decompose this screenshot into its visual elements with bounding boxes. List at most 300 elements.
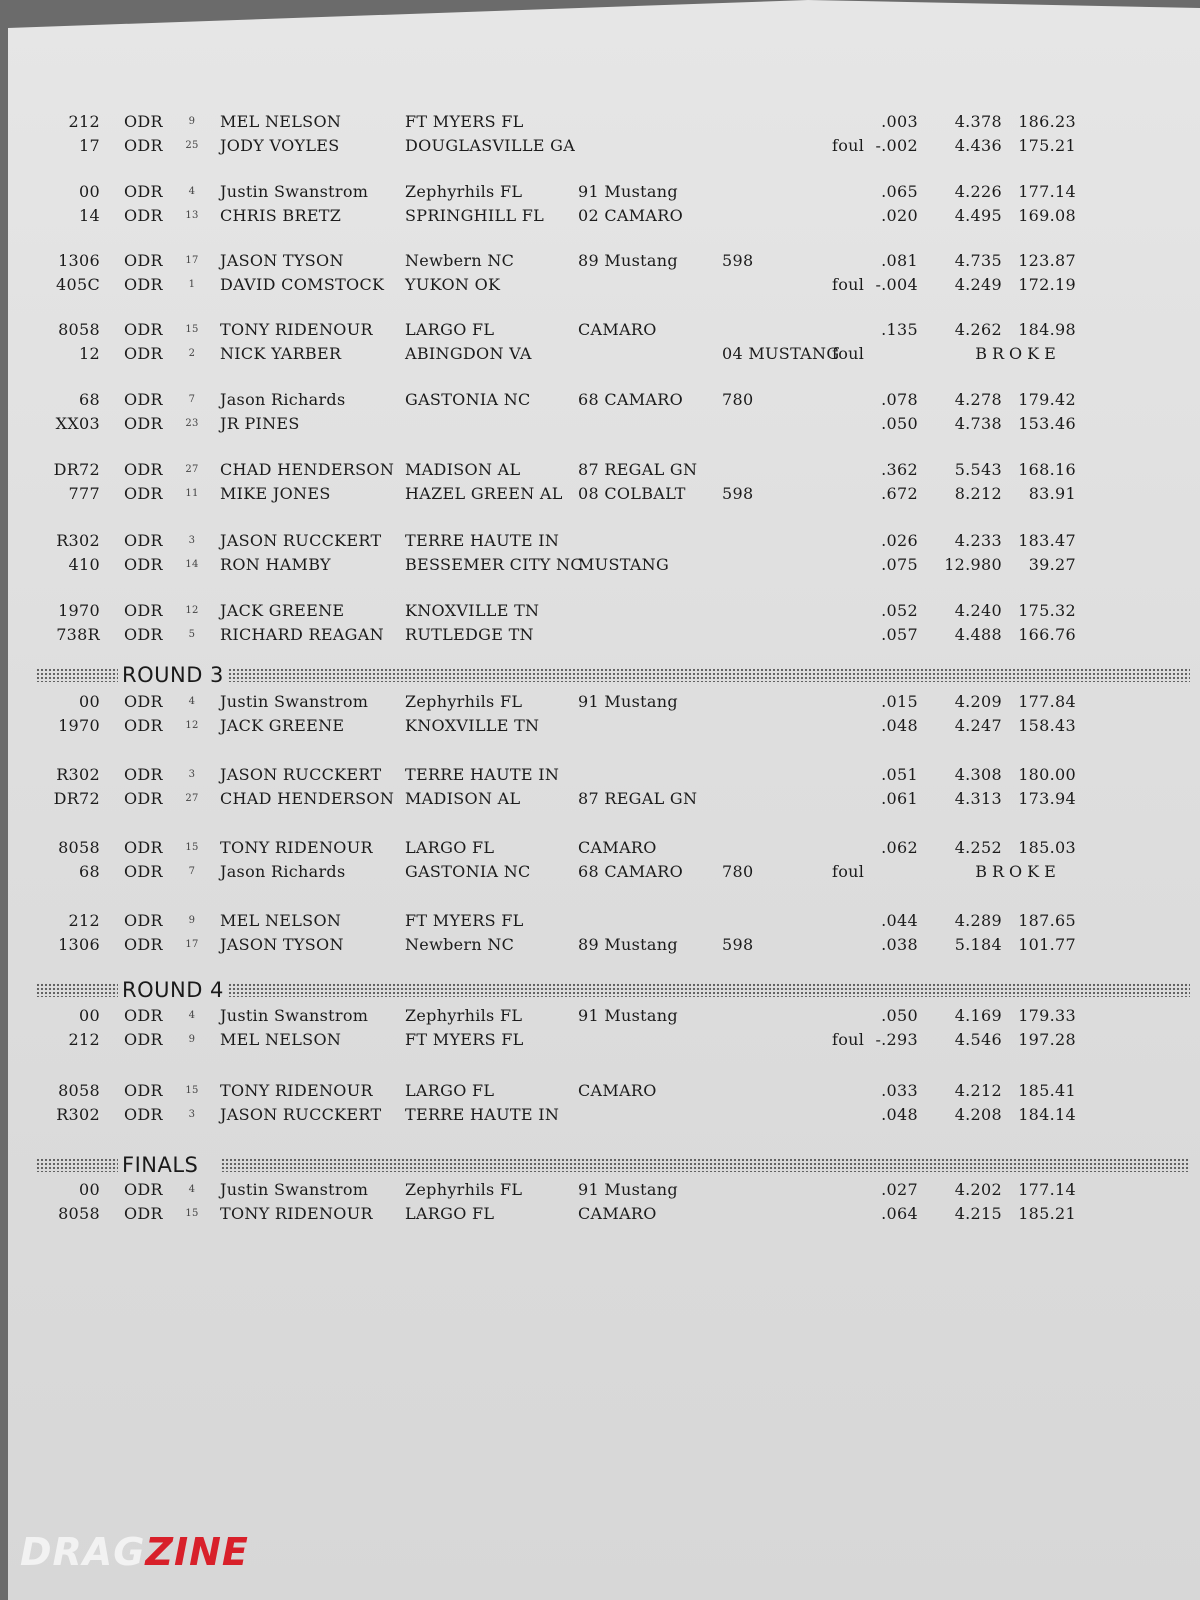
heat-pair [0, 388, 1200, 438]
reaction-time: .050 [881, 414, 918, 433]
class-label: ODR [124, 692, 163, 711]
class-label: ODR [124, 1006, 163, 1025]
class-label: ODR [124, 1204, 163, 1223]
reaction-time: .062 [881, 838, 918, 857]
car-number: DR72 [53, 789, 100, 808]
heat-pair [0, 599, 1200, 649]
qualifying-position: 15 [185, 324, 199, 335]
elapsed-time: 4.247 [954, 716, 1002, 735]
speed-mph: 175.32 [1018, 601, 1076, 620]
hometown: Zephyrhils FL [405, 182, 523, 201]
class-label: ODR [124, 1180, 163, 1199]
car-number: 1306 [58, 251, 100, 270]
speed-mph: 39.27 [1028, 555, 1076, 574]
dotted-rule [36, 1158, 118, 1172]
class-label: ODR [124, 414, 163, 433]
class-label: ODR [124, 484, 163, 503]
driver-name: MEL NELSON [220, 1030, 342, 1049]
speed-mph: 158.43 [1018, 716, 1076, 735]
hometown: GASTONIA NC [405, 862, 531, 881]
car-model: CAMARO [578, 1081, 657, 1100]
car-number: R302 [56, 1105, 100, 1124]
reaction-time: .672 [881, 484, 918, 503]
result-row [0, 342, 1200, 366]
qualifying-position: 14 [185, 559, 199, 570]
qualifying-position: 4 [188, 1184, 196, 1195]
result-row [0, 273, 1200, 297]
speed-mph: 175.21 [1018, 136, 1076, 155]
car-number: 00 [79, 182, 100, 201]
hometown: FT MYERS FL [405, 112, 524, 131]
result-row [0, 458, 1200, 482]
result-row [0, 1079, 1200, 1103]
hometown: MADISON AL [405, 460, 521, 479]
elapsed-time: 4.313 [954, 789, 1002, 808]
reaction-time: -.293 [875, 1030, 918, 1049]
qualifying-position: 13 [185, 210, 199, 221]
hometown: MADISON AL [405, 789, 521, 808]
round-header [36, 1152, 1190, 1178]
driver-name: NICK YARBER [220, 344, 342, 363]
qualifying-position: 15 [185, 1085, 199, 1096]
result-row [0, 933, 1200, 957]
speed-mph: 183.47 [1018, 531, 1076, 550]
engine: 04 MUSTANG [722, 344, 840, 363]
class-label: ODR [124, 838, 163, 857]
qualifying-position: 4 [188, 186, 196, 197]
car-number: 00 [79, 1006, 100, 1025]
hometown: LARGO FL [405, 320, 495, 339]
elapsed-time: 4.202 [954, 1180, 1002, 1199]
hometown: RUTLEDGE TN [405, 625, 534, 644]
hometown: ABINGDON VA [405, 344, 532, 363]
qualifying-position: 3 [188, 535, 196, 546]
car-number: 14 [79, 206, 100, 225]
speed-mph: 177.14 [1018, 1180, 1076, 1199]
car-model: 02 CAMARO [578, 206, 684, 225]
class-label: ODR [124, 320, 163, 339]
heat-pair [0, 909, 1200, 959]
speed-mph: 184.14 [1018, 1105, 1076, 1124]
engine: 598 [722, 935, 754, 954]
elapsed-time: 4.169 [954, 1006, 1002, 1025]
hometown: FT MYERS FL [405, 1030, 524, 1049]
driver-name: JASON TYSON [220, 935, 344, 954]
driver-name: Jason Richards [220, 390, 346, 409]
round-title: ROUND 3 [122, 663, 224, 687]
driver-name: JACK GREENE [220, 716, 345, 735]
driver-name: TONY RIDENOUR [220, 1204, 373, 1223]
speed-mph: 185.21 [1018, 1204, 1076, 1223]
driver-name: Justin Swanstrom [220, 1006, 369, 1025]
car-model: 08 COLBALT [578, 484, 686, 503]
reaction-time: .078 [881, 390, 918, 409]
heat-pair [0, 1178, 1200, 1228]
speed-mph: 166.76 [1018, 625, 1076, 644]
result-row [0, 388, 1200, 412]
class-label: ODR [124, 765, 163, 784]
driver-name: JASON TYSON [220, 251, 344, 270]
driver-name: RON HAMBY [220, 555, 331, 574]
qualifying-position: 15 [185, 842, 199, 853]
car-number: 68 [79, 390, 100, 409]
hometown: LARGO FL [405, 838, 495, 857]
speed-mph: 179.42 [1018, 390, 1076, 409]
hometown: Zephyrhils FL [405, 1006, 523, 1025]
reaction-time: .048 [881, 1105, 918, 1124]
result-row [0, 318, 1200, 342]
car-number: DR72 [53, 460, 100, 479]
driver-name: JASON RUCCKERT [220, 1105, 382, 1124]
speed-mph: 172.19 [1018, 275, 1076, 294]
result-row [0, 412, 1200, 436]
result-row [0, 1028, 1200, 1052]
heat-pair [0, 529, 1200, 579]
car-model: 68 CAMARO [578, 390, 684, 409]
car-model: MUSTANG [578, 555, 670, 574]
class-label: ODR [124, 601, 163, 620]
heat-pair [0, 458, 1200, 508]
speed-mph: 185.41 [1018, 1081, 1076, 1100]
speed-mph: 123.87 [1018, 251, 1076, 270]
elapsed-time: 12.980 [944, 555, 1002, 574]
elapsed-time: 4.738 [954, 414, 1002, 433]
result-row [0, 1178, 1200, 1202]
car-number: 212 [68, 1030, 100, 1049]
driver-name: MEL NELSON [220, 911, 342, 930]
result-row [0, 553, 1200, 577]
driver-name: MEL NELSON [220, 112, 342, 131]
elapsed-time: 4.488 [954, 625, 1002, 644]
heat-pair [0, 1079, 1200, 1129]
elapsed-time: 4.308 [954, 765, 1002, 784]
heat-pair [0, 249, 1200, 299]
driver-name: JODY VOYLES [220, 136, 340, 155]
broke-mark: BROKE [975, 862, 1061, 881]
car-model: 87 REGAL GN [578, 789, 698, 808]
result-row [0, 836, 1200, 860]
car-number: 00 [79, 692, 100, 711]
speed-mph: 168.16 [1018, 460, 1076, 479]
class-label: ODR [124, 206, 163, 225]
class-label: ODR [124, 911, 163, 930]
hometown: GASTONIA NC [405, 390, 531, 409]
elapsed-time: 4.208 [954, 1105, 1002, 1124]
hometown: DOUGLASVILLE GA [405, 136, 576, 155]
result-row [0, 110, 1200, 134]
car-number: 410 [68, 555, 100, 574]
driver-name: Justin Swanstrom [220, 692, 369, 711]
qualifying-position: 2 [188, 348, 196, 359]
reaction-time: -.004 [875, 275, 918, 294]
heat-pair [0, 763, 1200, 813]
heat-pair [0, 110, 1200, 160]
qualifying-position: 4 [188, 696, 196, 707]
speed-mph: 177.84 [1018, 692, 1076, 711]
car-number: 8058 [58, 320, 100, 339]
hometown: KNOXVILLE TN [405, 716, 540, 735]
car-number: 777 [68, 484, 100, 503]
result-row [0, 909, 1200, 933]
result-row [0, 204, 1200, 228]
car-model: 91 Mustang [578, 182, 678, 201]
reaction-time: .027 [881, 1180, 918, 1199]
qualifying-position: 11 [185, 488, 199, 499]
elapsed-time: 4.215 [954, 1204, 1002, 1223]
elapsed-time: 4.735 [954, 251, 1002, 270]
hometown: Newbern NC [405, 935, 515, 954]
heat-pair [0, 318, 1200, 368]
result-row [0, 134, 1200, 158]
elapsed-time: 5.543 [954, 460, 1002, 479]
elapsed-time: 4.495 [954, 206, 1002, 225]
class-label: ODR [124, 112, 163, 131]
reaction-time: .033 [881, 1081, 918, 1100]
reaction-time: .026 [881, 531, 918, 550]
speed-mph: 187.65 [1018, 911, 1076, 930]
class-label: ODR [124, 460, 163, 479]
driver-name: RICHARD REAGAN [220, 625, 384, 644]
class-label: ODR [124, 251, 163, 270]
elapsed-time: 4.233 [954, 531, 1002, 550]
foul-mark: foul [832, 1030, 865, 1049]
driver-name: DAVID COMSTOCK [220, 275, 385, 294]
qualifying-position: 17 [185, 939, 199, 950]
car-number: R302 [56, 531, 100, 550]
car-model: CAMARO [578, 320, 657, 339]
car-model: CAMARO [578, 838, 657, 857]
driver-name: TONY RIDENOUR [220, 320, 373, 339]
elapsed-time: 8.212 [954, 484, 1002, 503]
reaction-time: .064 [881, 1204, 918, 1223]
elapsed-time: 4.289 [954, 911, 1002, 930]
result-row [0, 690, 1200, 714]
speed-mph: 186.23 [1018, 112, 1076, 131]
qualifying-position: 7 [188, 394, 196, 405]
hometown: Newbern NC [405, 251, 515, 270]
hometown: Zephyrhils FL [405, 1180, 523, 1199]
class-label: ODR [124, 1081, 163, 1100]
engine: 780 [722, 862, 754, 881]
dotted-rule [228, 983, 1190, 997]
speed-mph: 184.98 [1018, 320, 1076, 339]
driver-name: TONY RIDENOUR [220, 1081, 373, 1100]
result-row [0, 482, 1200, 506]
car-number: 212 [68, 112, 100, 131]
foul-mark: foul [832, 862, 865, 881]
speed-mph: 177.14 [1018, 182, 1076, 201]
dotted-rule [228, 668, 1190, 682]
foul-mark: foul [832, 275, 865, 294]
driver-name: JASON RUCCKERT [220, 531, 382, 550]
reaction-time: .057 [881, 625, 918, 644]
speed-mph: 185.03 [1018, 838, 1076, 857]
car-model: CAMARO [578, 1204, 657, 1223]
car-model: 91 Mustang [578, 692, 678, 711]
round-header [36, 977, 1190, 1003]
qualifying-position: 27 [185, 793, 199, 804]
qualifying-position: 3 [188, 1109, 196, 1120]
driver-name: Jason Richards [220, 862, 346, 881]
dotted-rule [36, 983, 118, 997]
foul-mark: foul [832, 136, 865, 155]
qualifying-position: 3 [188, 769, 196, 780]
reaction-time: -.002 [875, 136, 918, 155]
driver-name: TONY RIDENOUR [220, 838, 373, 857]
class-label: ODR [124, 716, 163, 735]
hometown: FT MYERS FL [405, 911, 524, 930]
elapsed-time: 4.546 [954, 1030, 1002, 1049]
driver-name: CHRIS BRETZ [220, 206, 342, 225]
qualifying-position: 23 [185, 418, 199, 429]
qualifying-position: 27 [185, 464, 199, 475]
class-label: ODR [124, 862, 163, 881]
result-row [0, 714, 1200, 738]
result-row [0, 623, 1200, 647]
car-model: 87 REGAL GN [578, 460, 698, 479]
elapsed-time: 4.226 [954, 182, 1002, 201]
engine: 780 [722, 390, 754, 409]
hometown: YUKON OK [405, 275, 501, 294]
class-label: ODR [124, 531, 163, 550]
result-row [0, 1202, 1200, 1226]
reaction-time: .048 [881, 716, 918, 735]
elapsed-time: 4.436 [954, 136, 1002, 155]
driver-name: MIKE JONES [220, 484, 331, 503]
reaction-time: .044 [881, 911, 918, 930]
speed-mph: 179.33 [1018, 1006, 1076, 1025]
hometown: BESSEMER CITY NC [405, 555, 583, 574]
broke-mark: BROKE [975, 344, 1061, 363]
result-row [0, 249, 1200, 273]
car-number: 17 [79, 136, 100, 155]
class-label: ODR [124, 275, 163, 294]
car-number: 68 [79, 862, 100, 881]
qualifying-position: 9 [188, 1034, 196, 1045]
car-number: 1970 [58, 716, 100, 735]
car-model: 91 Mustang [578, 1180, 678, 1199]
car-model: 89 Mustang [578, 935, 678, 954]
qualifying-position: 5 [188, 629, 196, 640]
class-label: ODR [124, 555, 163, 574]
result-row [0, 599, 1200, 623]
class-label: ODR [124, 136, 163, 155]
class-label: ODR [124, 390, 163, 409]
driver-name: JR PINES [220, 414, 300, 433]
qualifying-position: 15 [185, 1208, 199, 1219]
elapsed-time: 4.209 [954, 692, 1002, 711]
elapsed-time: 4.378 [954, 112, 1002, 131]
reaction-time: .003 [881, 112, 918, 131]
speed-mph: 197.28 [1018, 1030, 1076, 1049]
elapsed-time: 4.252 [954, 838, 1002, 857]
class-label: ODR [124, 1105, 163, 1124]
class-label: ODR [124, 625, 163, 644]
car-model: 68 CAMARO [578, 862, 684, 881]
reaction-time: .362 [881, 460, 918, 479]
elapsed-time: 4.278 [954, 390, 1002, 409]
car-number: 8058 [58, 838, 100, 857]
result-row [0, 180, 1200, 204]
class-label: ODR [124, 182, 163, 201]
result-row [0, 529, 1200, 553]
qualifying-position: 1 [188, 279, 196, 290]
reaction-time: .051 [881, 765, 918, 784]
hometown: KNOXVILLE TN [405, 601, 540, 620]
hometown: TERRE HAUTE IN [405, 1105, 560, 1124]
hometown: LARGO FL [405, 1081, 495, 1100]
reaction-time: .020 [881, 206, 918, 225]
hometown: TERRE HAUTE IN [405, 765, 560, 784]
car-model: 91 Mustang [578, 1006, 678, 1025]
driver-name: JACK GREENE [220, 601, 345, 620]
hometown: HAZEL GREEN AL [405, 484, 563, 503]
round-title: FINALS [122, 1153, 199, 1177]
car-number: 1306 [58, 935, 100, 954]
car-number: 8058 [58, 1204, 100, 1223]
result-row [0, 860, 1200, 884]
dotted-rule [36, 668, 118, 682]
qualifying-position: 7 [188, 866, 196, 877]
dragzine-logo: DRAGZINE [20, 1530, 249, 1574]
car-model: 89 Mustang [578, 251, 678, 270]
round-header [36, 662, 1190, 688]
reaction-time: .135 [881, 320, 918, 339]
dotted-rule [221, 1158, 1190, 1172]
reaction-time: .015 [881, 692, 918, 711]
result-row [0, 1103, 1200, 1127]
elapsed-time: 4.212 [954, 1081, 1002, 1100]
driver-name: Justin Swanstrom [220, 1180, 369, 1199]
reaction-time: .061 [881, 789, 918, 808]
car-number: 12 [79, 344, 100, 363]
speed-mph: 173.94 [1018, 789, 1076, 808]
class-label: ODR [124, 789, 163, 808]
qualifying-position: 12 [185, 605, 199, 616]
reaction-time: .065 [881, 182, 918, 201]
driver-name: Justin Swanstrom [220, 182, 369, 201]
hometown: LARGO FL [405, 1204, 495, 1223]
speed-mph: 169.08 [1018, 206, 1076, 225]
hometown: Zephyrhils FL [405, 692, 523, 711]
qualifying-position: 9 [188, 116, 196, 127]
class-label: ODR [124, 1030, 163, 1049]
speed-mph: 101.77 [1018, 935, 1076, 954]
qualifying-position: 12 [185, 720, 199, 731]
heat-pair [0, 690, 1200, 740]
driver-name: JASON RUCCKERT [220, 765, 382, 784]
driver-name: CHAD HENDERSON [220, 460, 395, 479]
heat-pair [0, 1004, 1200, 1054]
reaction-time: .050 [881, 1006, 918, 1025]
hometown: SPRINGHILL FL [405, 206, 545, 225]
elapsed-time: 5.184 [954, 935, 1002, 954]
speed-mph: 153.46 [1018, 414, 1076, 433]
heat-pair [0, 180, 1200, 230]
qualifying-position: 4 [188, 1010, 196, 1021]
reaction-time: .075 [881, 555, 918, 574]
class-label: ODR [124, 935, 163, 954]
round-title: ROUND 4 [122, 978, 224, 1002]
hometown: TERRE HAUTE IN [405, 531, 560, 550]
qualifying-position: 17 [185, 255, 199, 266]
driver-name: CHAD HENDERSON [220, 789, 395, 808]
car-number: 8058 [58, 1081, 100, 1100]
car-number: 00 [79, 1180, 100, 1199]
foul-mark: foul [832, 344, 865, 363]
car-number: R302 [56, 765, 100, 784]
elapsed-time: 4.240 [954, 601, 1002, 620]
